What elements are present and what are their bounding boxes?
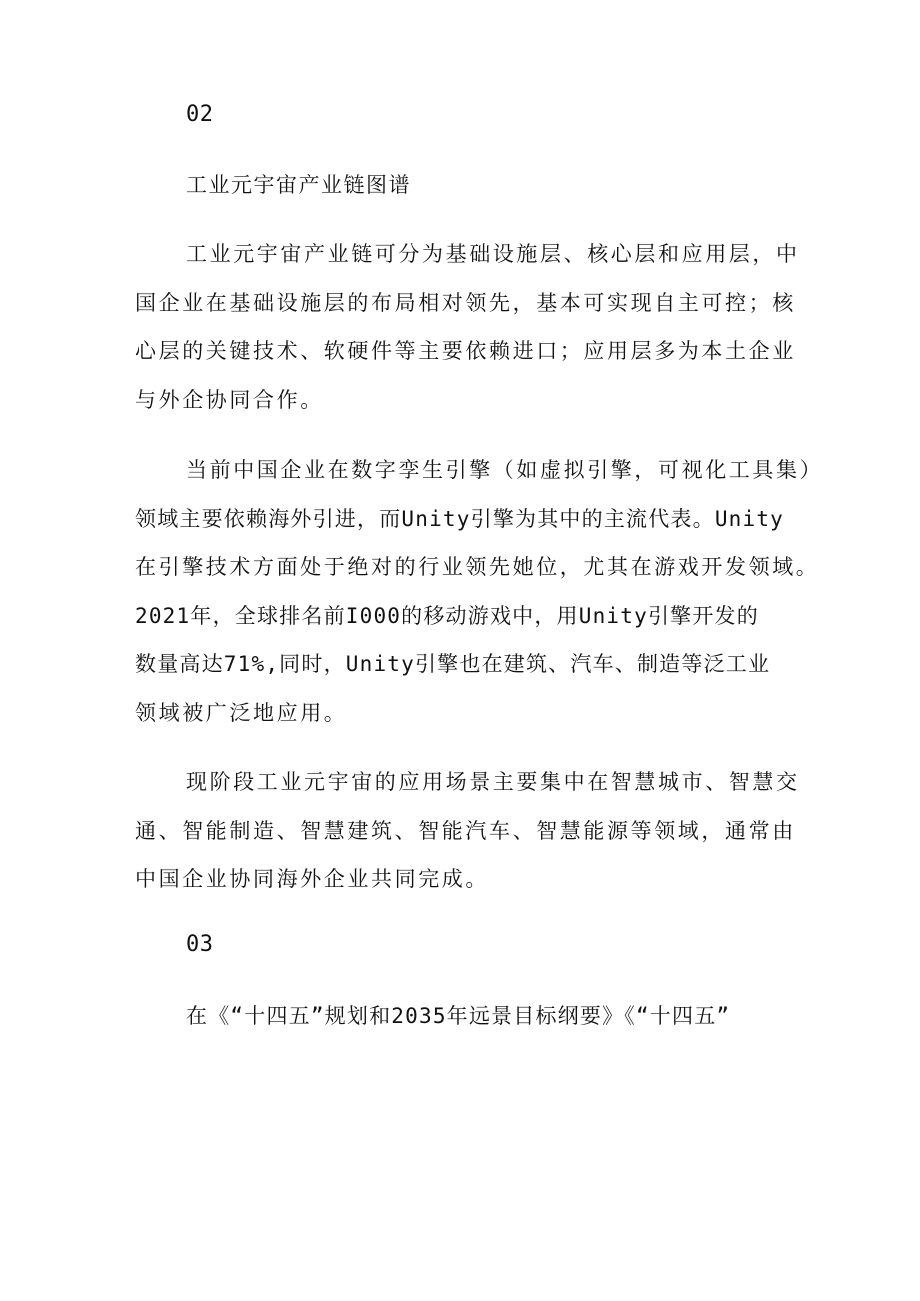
paragraph-industry-chain	[135, 230, 800, 424]
paragraph-policy	[135, 992, 795, 1041]
paragraph-line: 工业元宇宙产业链可分为基础设施层、核心层和应用层，中	[186, 242, 800, 266]
paragraph-application-scenarios	[135, 758, 800, 904]
paragraph-line: 领域被广泛地应用。	[135, 700, 348, 725]
paragraph-line: 2021年，全球排名前I000的移动游戏中，用Unity引擎开发的	[135, 603, 759, 628]
section-number-03: 03	[186, 932, 214, 957]
paragraph-line: 数量高达71%,同时，Unity引擎也在建筑、汽车、制造等泛工业	[135, 652, 771, 676]
paragraph-line: 现阶段工业元宇宙的应用场景主要集中在智慧城市、智慧交	[186, 770, 800, 794]
paragraph-line: 中国企业协同海外企业共同完成。	[135, 867, 489, 891]
paragraph-line: 心层的关键技术、软硬件等主要依赖进口；应用层多为本土企业	[135, 339, 796, 363]
paragraph-line: 在引擎技术方面处于绝对的行业领先她位，尤其在游戏开发领域。	[135, 555, 820, 579]
section-heading: 工业元宇宙产业链图谱	[186, 173, 411, 197]
paragraph-line: 通、智能制造、智慧建筑、智能汽车、智慧能源等领域，通常由	[135, 818, 796, 843]
section-number-02: 02	[186, 102, 214, 127]
paragraph-line: 当前中国企业在数字孪生引擎（如虚拟引擎，可视化工具集）	[186, 458, 824, 482]
paragraph-line: 领域主要依赖海外引进，而Unity引擎为其中的主流代表。Unity	[135, 506, 785, 531]
paragraph-line: 与外企协同合作。	[135, 387, 324, 412]
paragraph-digital-twin-engine	[135, 446, 824, 737]
paragraph-line: 国企业在基础设施层的布局相对领先，基本可实现自主可控；核	[135, 290, 796, 315]
paragraph-line: 在《“十四五”规划和2035年远景目标纲要》《“十四五”	[186, 1004, 731, 1028]
